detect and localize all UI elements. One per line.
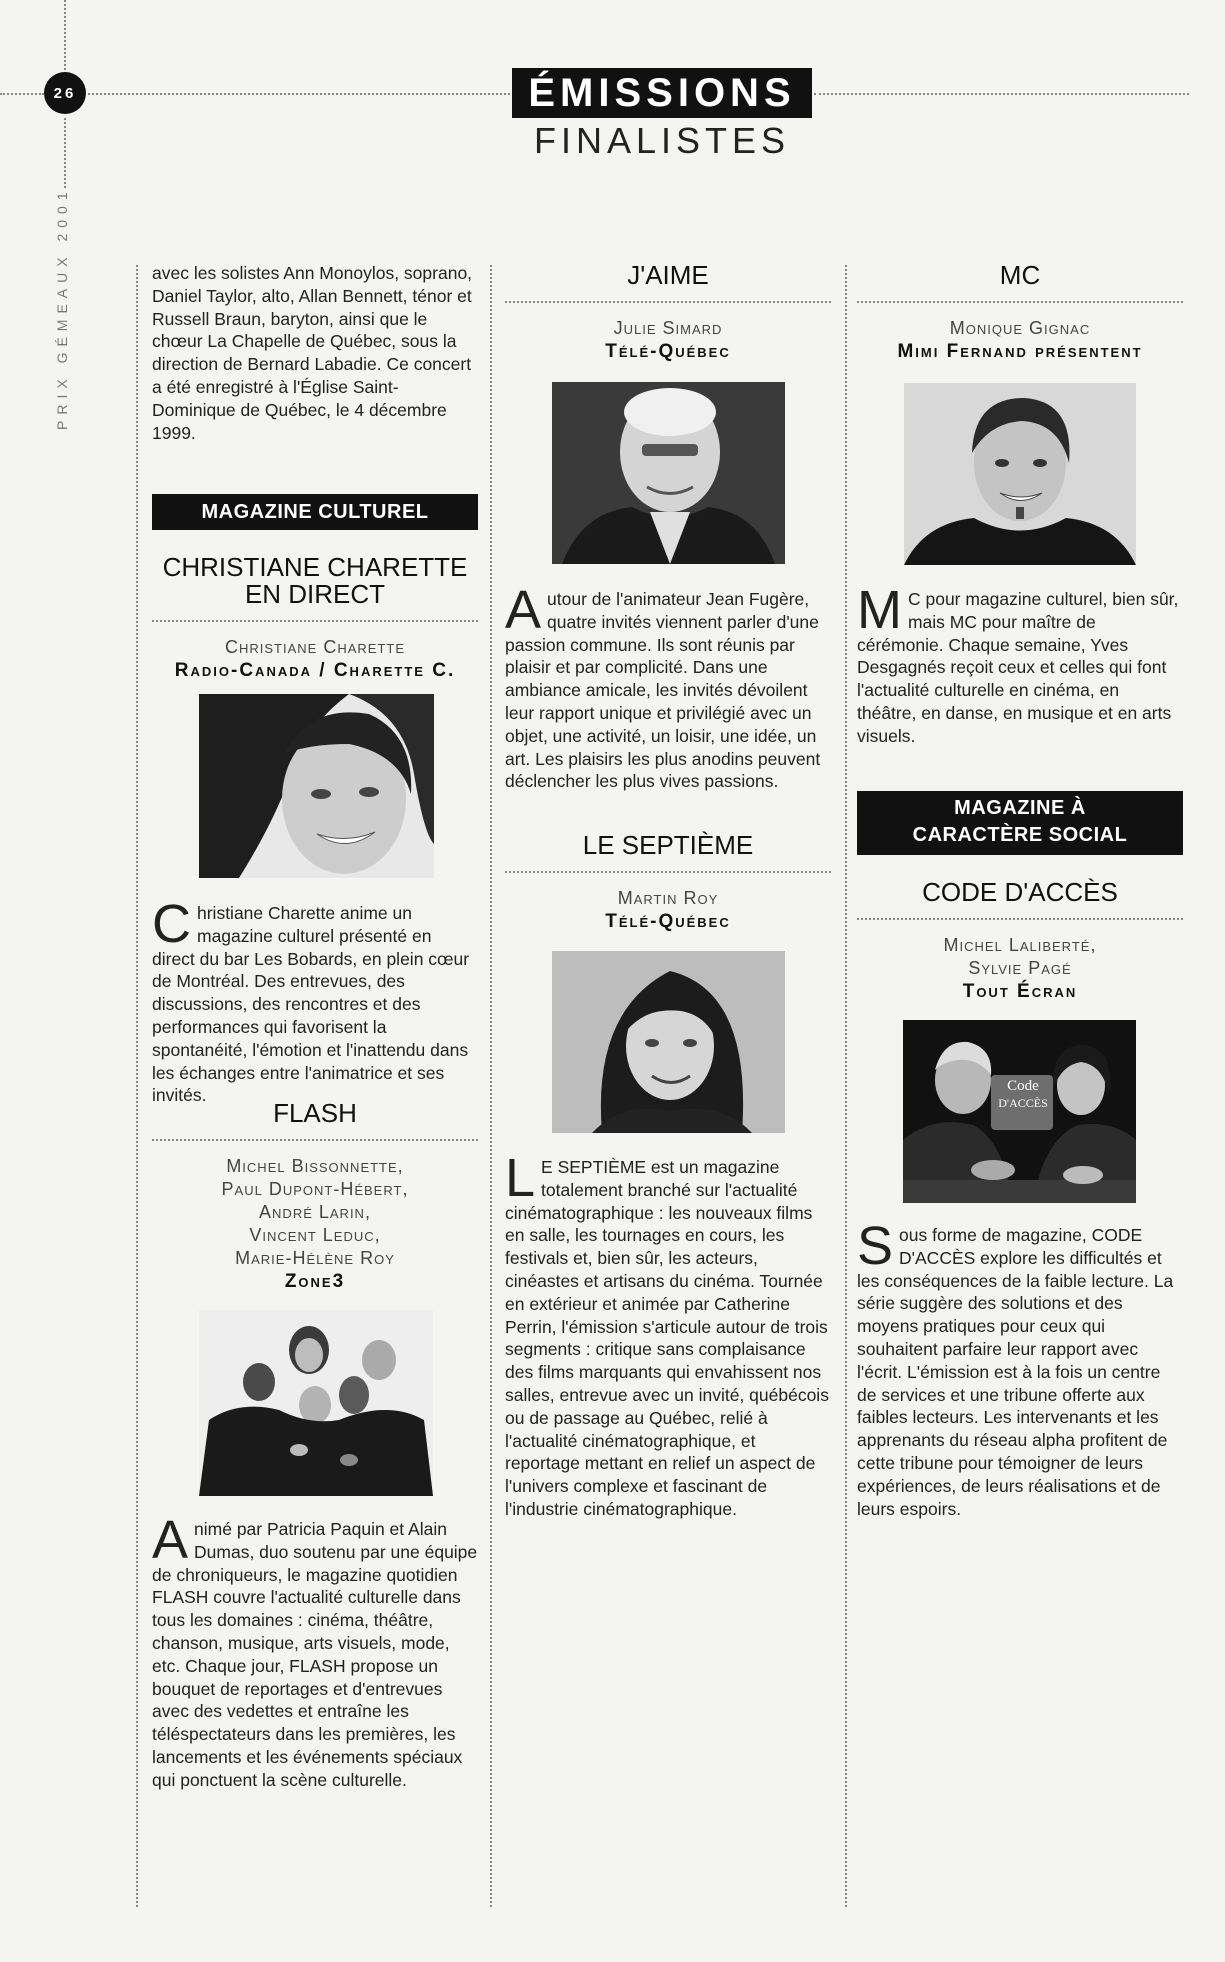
program-separator — [152, 1139, 478, 1141]
network-credit: Tout Écran — [962, 981, 1078, 1002]
photo-sign-line-1: Code — [1007, 1078, 1039, 1094]
program-christiane-charette — [152, 554, 478, 682]
dropcap-letter: M — [857, 580, 902, 640]
christiane-description — [152, 894, 478, 1107]
le-septieme-description — [505, 1148, 831, 1521]
program-separator — [857, 918, 1183, 920]
program-code-dacces — [857, 879, 1183, 1003]
category-line-2: CARACTÈRE SOCIAL — [912, 824, 1128, 846]
code-dacces-description — [857, 1216, 1183, 1520]
description-text: hristiane Charette anime un magazine culturel présenté en direct du bar Les Bobards, en plein cœur de Montréal. Des entrevues, des discussions, des rencontres et des performances qui favorisent la spontanéité, l'émotion et l'inattendu dans les échanges entre l'animatrice et ses invités. — [152, 903, 470, 1106]
description-text: E SEPTIÈME est un magazine totalement branché sur l'actualité cinématographique : les nouveaux films en salle, les tournages en cours, les festivals et, bien sûr, les acteurs, cinéastes et artisans du cinéma. Tournée en extérieur et animée par Catherine Perrin, l'émission s'articule autour de trois segments : critique sans complaisance des films marquants qui envahissent nos salles, entrevue avec un invité, québécois ou de passage au Québec, relié à l'actualité cinématographique, et reportage mettant en relief un aspect de l'univers complexe et fascinant de l'industrie cinématographique. — [505, 1157, 829, 1519]
christiane-charette-photo — [199, 694, 434, 878]
program-separator — [152, 620, 478, 622]
dropcap-letter: L — [505, 1148, 536, 1208]
program-mc — [857, 262, 1183, 363]
program-separator — [505, 301, 831, 303]
column-divider-1 — [136, 265, 138, 1907]
network-credit: Mimi Fernand présentent — [897, 341, 1143, 362]
producer-credit-1: Michel Bissonnette, — [226, 1156, 404, 1176]
category-banner-magazine-caractere-social — [857, 791, 1183, 855]
dropcap-letter: S — [857, 1216, 894, 1276]
column-1 — [152, 262, 478, 444]
column-divider-2 — [490, 265, 492, 1907]
program-separator — [505, 871, 831, 873]
page-subtitle: FINALISTES — [533, 120, 791, 161]
producer-credit: Julie Simard — [613, 318, 723, 338]
program-le-septieme — [505, 832, 831, 933]
program-title: LE SEPTIÈME — [582, 830, 754, 860]
program-title-line2: EN DIRECT — [244, 579, 386, 609]
program-title: J'AIME — [627, 260, 709, 290]
producer-credit: Martin Roy — [617, 888, 719, 908]
dropcap-letter: C — [152, 894, 191, 954]
description-text: ous forme de magazine, CODE D'ACCÈS explore les difficultés et les conséquences de la faible lecture. La série suggère des solutions et des moyens pratiques pour ceux qui souhaitent parfaire leur rapport avec l'écrit. L'émission est à la fois un centre de services et une tribune offerte aux faibles lecteurs. Les intervenants et les apprenants du réseau alpha profitent de cette tribune pour témoigner de leurs expériences, de leurs réalisations et de leurs espoirs. — [857, 1225, 1174, 1519]
producer-credit: Monique Gignac — [949, 318, 1091, 338]
producer-credit-1: Michel Laliberté, — [943, 935, 1097, 955]
program-title: MC — [999, 260, 1041, 290]
flash-cast-photo — [199, 1310, 433, 1496]
header-rule-right — [814, 93, 1189, 95]
producer-credit: Christiane Charette — [224, 637, 405, 657]
description-text: nimé par Patricia Paquin et Alain Dumas, duo soutenu par une équipe de chroniqueurs, le magazine quotidien FLASH couvre l'actualité culturelle dans tous les domaines : cinéma, théâtre, chanson, musique, arts visuels, mode, etc. Chaque jour, FLASH propose un bouquet de reportages et d'entrevues avec des vedettes et entraîne les téléspectateurs dans les premières, les lancements et les événements spéciaux qui ponctuent la scène culturelle. — [152, 1519, 478, 1790]
program-title: FLASH — [273, 1098, 357, 1128]
network-credit: Télé-Québec — [605, 341, 731, 362]
description-text: C pour magazine culturel, bien sûr, mais MC pour maître de cérémonie. Chaque semaine, Yves Desgagnés reçoit ceux et celles qui font l'actualité culturelle en cinéma, en théâtre, en danse, en musique et en arts visuels. — [857, 589, 1179, 746]
photo-sign-text — [995, 1078, 1051, 1112]
program-title: CODE D'ACCÈS — [922, 877, 1118, 907]
catherine-perrin-photo — [552, 951, 785, 1133]
network-credit: Radio-Canada / Charette C. — [174, 660, 456, 681]
jaime-description — [505, 580, 831, 793]
producer-credit-4: Vincent Leduc, — [249, 1225, 381, 1245]
program-title-line1: CHRISTIANE CHARETTE — [162, 552, 468, 582]
program-separator — [857, 301, 1183, 303]
mc-description — [857, 580, 1183, 748]
flash-description — [152, 1510, 478, 1792]
dropcap-letter: A — [505, 580, 542, 640]
sidebar-publication-label: PRIX GÉMEAUX 2001 — [54, 186, 70, 430]
column-divider-3 — [845, 265, 847, 1907]
page-number: 26 — [44, 72, 86, 114]
yves-desgagnes-photo — [904, 383, 1136, 565]
page-title: ÉMISSIONS — [512, 68, 812, 118]
left-margin-vertical-rule-lower — [64, 118, 66, 188]
producer-credit-2: Sylvie Pagé — [968, 958, 1072, 978]
photo-sign-line-2: D'ACCÈS — [998, 1096, 1048, 1110]
jean-fugere-photo — [552, 382, 785, 564]
dropcap-letter: A — [152, 1510, 189, 1570]
header-rule-left — [0, 93, 44, 95]
program-jaime — [505, 262, 831, 363]
intro-paragraph: avec les solistes Ann Monoylos, soprano, Daniel Taylor, alto, Allan Bennett, ténor et Russell Braun, baryton, ainsi que le chœur La Chapelle de Québec, sous la direction de Bernard Labadie. Ce concert a été enregistré à l'Église Saint-Dominique de Québec, le 4 décembre 1999. — [152, 263, 473, 443]
description-text: utour de l'animateur Jean Fugère, quatre invités viennent parler d'une passion commune. Ils sont réunis par plaisir et par complicité. Dans une ambiance amicale, les invités dévoilent leur rapport unique et privilégié avec un objet, une activité, un loisir, une idée, un art. Les plaisirs les plus anodins peuvent déclencher les plus vives passions. — [505, 589, 821, 792]
category-line-1: MAGAZINE À — [954, 797, 1086, 819]
header-rule-middle — [88, 93, 510, 95]
program-flash — [152, 1100, 478, 1293]
producer-credit-5: Marie-Hélène Roy — [235, 1248, 395, 1268]
left-margin-vertical-rule — [64, 0, 66, 70]
network-credit: Télé-Québec — [605, 911, 731, 932]
producer-credit-2: Paul Dupont-Hébert, — [221, 1179, 409, 1199]
producer-credit-3: André Larin, — [259, 1202, 371, 1222]
code-dacces-hosts-photo — [903, 1020, 1136, 1203]
category-banner-magazine-culturel: MAGAZINE CULTUREL — [152, 494, 478, 530]
network-credit: Zone3 — [284, 1271, 346, 1292]
